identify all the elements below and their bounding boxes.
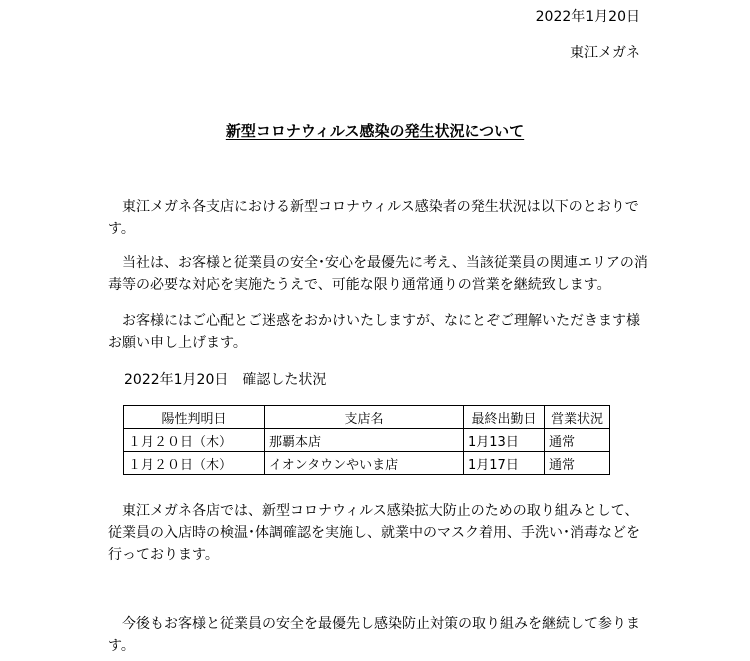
cell-business-status: 通常 bbox=[545, 452, 610, 475]
header-positive-date: 陽性判明日 bbox=[124, 406, 265, 429]
document-date: 2022年1月20日 bbox=[535, 9, 640, 25]
paragraph-safety-policy: 当社は、お客様と従業員の安全･安心を最優先に考え、当該従業員の関連エリアの消毒等の必要な対応を実施たうえで、可能な限り通常通りの営業を継続致します。 bbox=[108, 255, 648, 293]
paragraph-status-intro: 東江メガネ各支店における新型コロナウィルス感染者の発生状況は以下のとおりです。 bbox=[108, 199, 639, 237]
status-heading: 2022年1月20日 確認した状況 bbox=[124, 372, 327, 388]
header-last-work-day: 最終出勤日 bbox=[464, 406, 545, 429]
cell-last-work-day: 1月17日 bbox=[464, 452, 545, 475]
cell-last-work-day: 1月13日 bbox=[464, 429, 545, 452]
paragraph-prevention-measures: 東江メガネ各店では、新型コロナウィルス感染拡大防止のための取り組みとして、従業員の入店時の検温･体調確認を実施し、就業中のマスク着用、手洗い･消毒などを行っております。 bbox=[108, 503, 640, 563]
table-row bbox=[124, 429, 610, 452]
paragraph-apology: お客様にはご心配とご迷惑をおかけいたしますが、なにとぞご理解いただきます様お願い申し上げます。 bbox=[108, 313, 640, 351]
cell-positive-date: １月２０日（木） bbox=[124, 452, 265, 475]
header-business-status: 営業状況 bbox=[545, 406, 610, 429]
status-table bbox=[123, 405, 610, 475]
table-row bbox=[124, 452, 610, 475]
document-title bbox=[0, 120, 750, 141]
cell-branch: 那覇本店 bbox=[265, 429, 464, 452]
company-name: 東江メガネ bbox=[570, 45, 640, 61]
cell-branch: イオンタウンやいま店 bbox=[265, 452, 464, 475]
cell-business-status: 通常 bbox=[545, 429, 610, 452]
header-branch: 支店名 bbox=[265, 406, 464, 429]
document-title-text: 新型コロナウィルス感染の発生状況について bbox=[225, 122, 525, 140]
cell-positive-date: １月２０日（木） bbox=[124, 429, 265, 452]
paragraph-continuation: 今後もお客様と従業員の安全を最優先し感染防止対策の取り組みを継続して参ります。 bbox=[108, 616, 640, 654]
table-header-row bbox=[124, 406, 610, 429]
